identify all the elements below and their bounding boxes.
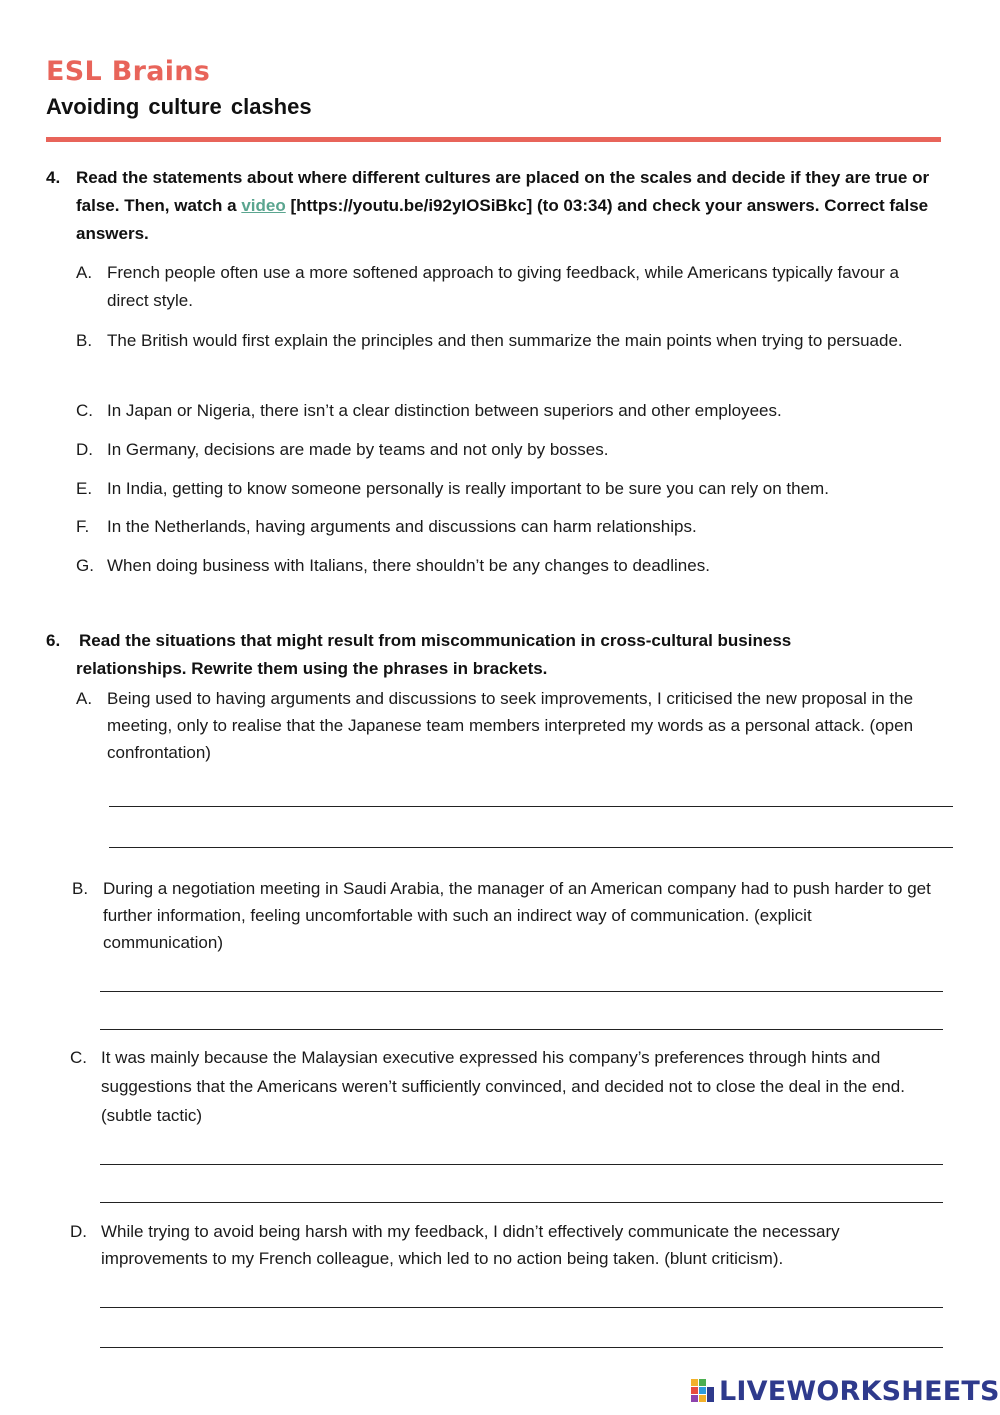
liveworksheets-logo [690,1374,1000,1408]
answer-line[interactable] [109,806,953,807]
q4-statement-a [76,259,926,315]
answer-line[interactable] [100,1347,943,1348]
item-letter: D. [76,440,93,459]
question-number: 4. [46,168,61,187]
page-title: Avoiding culture clashes [46,94,312,119]
item-text: When doing business with Italians, there shouldn’t be any changes to deadlines. [107,556,710,575]
item-text: During a negotiation meeting in Saudi Arabia, the manager of an American company had to push harder to get further information, feeling uncomfortable with such an indirect way of communication. (explicit communication) [103,879,931,952]
item-letter: D. [70,1222,87,1241]
answer-line[interactable] [100,1202,943,1203]
q4-statement-b [76,327,934,355]
q4-statement-d [76,436,956,464]
liveworksheets-logo-text: LIVEWORKSHEETS [719,1375,1000,1407]
item-text: In the Netherlands, having arguments and discussions can harm relationships. [107,517,697,536]
answer-line[interactable] [100,991,943,992]
item-text: In India, getting to know someone personally is really important to be sure you can rely on them. [107,479,829,498]
item-text: French people often use a more softened approach to giving feedback, while Americans typically favour a direct style. [107,263,899,310]
answer-line[interactable] [100,1029,943,1030]
answer-line[interactable] [109,847,953,848]
item-text: It was mainly because the Malaysian executive expressed his company’s preferences through hints and suggestions that the Americans weren’t sufficiently convinced, and decided not to close the deal in the end. (subtle tactic) [101,1048,905,1125]
item-text: The British would first explain the principles and then summarize the main points when trying to persuade. [107,331,903,350]
item-letter: B. [72,879,89,898]
question-6-instruction [46,627,846,683]
answer-line[interactable] [100,1164,943,1165]
q6-situation-b [72,875,932,956]
question-text-part: Read the statements about where different cultures are placed on the scales and decide if they are true or false. Then, watch a [76,168,930,215]
brand-logo-text: ESL Brains [46,56,211,87]
item-letter: A. [76,263,93,282]
item-text: Being used to having arguments and discussions to seek improvements, I criticised the new proposal in the meeting, only to realise that the Japanese team members interpreted my words as a personal attack. (open confrontation) [107,689,914,762]
video-link[interactable]: video [241,196,286,215]
q4-statement-c [76,397,956,425]
item-letter: C. [70,1048,87,1067]
item-text: While trying to avoid being harsh with my feedback, I didn’t effectively communicate the necessary improvements to my French colleague, which led to no action being taken. (blunt criticism). [101,1222,840,1268]
item-text: In Germany, decisions are made by teams and not only by bosses. [107,440,609,459]
q4-statement-f [76,513,956,541]
q4-statement-e [76,475,976,503]
item-letter: G. [76,556,94,575]
question-number: 6. [46,631,61,650]
question-text [76,164,936,248]
header-divider [46,137,941,142]
q6-situation-a [76,685,956,766]
answer-line[interactable] [100,1307,943,1308]
item-letter: B. [76,331,93,350]
item-letter: E. [76,479,93,498]
question-4-instruction [46,164,936,248]
liveworksheets-blocks-icon [690,1377,716,1405]
item-letter: A. [76,689,93,708]
question-text-part: [https://youtu.be/i92yIOSiBkc] (to 03:34) and check your answers. Correct false answers. [76,196,929,243]
item-letter: C. [76,401,93,420]
q4-statement-g [76,552,956,580]
q6-situation-d [70,1218,950,1272]
q6-situation-c [70,1043,940,1130]
item-text: In Japan or Nigeria, there isn’t a clear distinction between superiors and other employees. [107,401,782,420]
question-text: Read the situations that might result from miscommunication in cross-cultural business relationships. Rewrite them using the phrases in brackets. [76,631,792,678]
item-letter: F. [76,517,90,536]
